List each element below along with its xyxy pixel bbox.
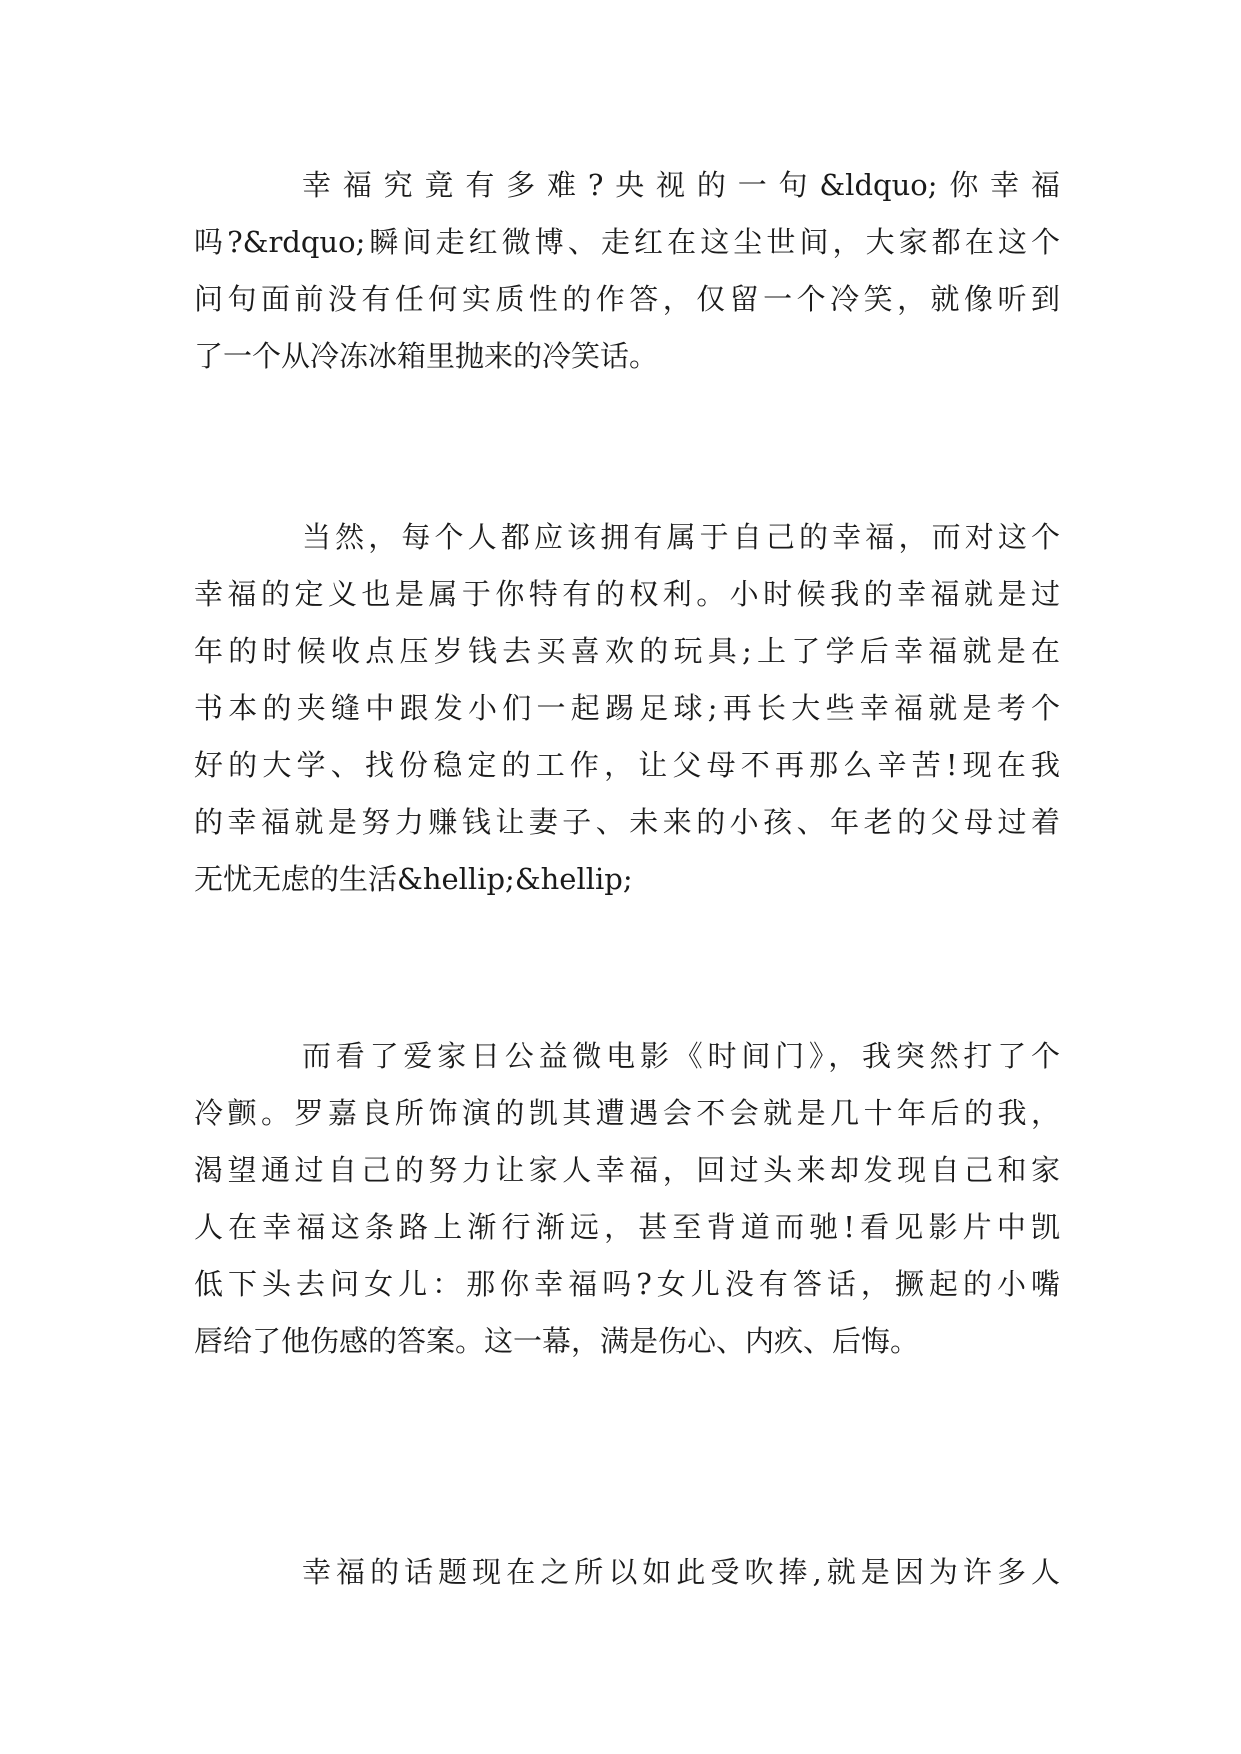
text-line: 人在幸福这条路上渐行渐远，甚至背道而驰!看见影片中凯 <box>194 1210 1060 1244</box>
text-line: 无忧无虑的生活&hellip;&hellip; <box>194 862 633 896</box>
text-line: 幸福究竟有多难?央视的一句&ldquo;你幸福 <box>302 168 1060 202</box>
text-line: 低下头去问女儿：那你幸福吗?女儿没有答话，撅起的小嘴 <box>194 1267 1060 1301</box>
text-line: 幸福的定义也是属于你特有的权利。小时候我的幸福就是过 <box>194 577 1060 611</box>
paragraph-2 <box>194 509 1060 908</box>
text-line: 冷颤。罗嘉良所饰演的凯其遭遇会不会就是几十年后的我， <box>194 1096 1060 1130</box>
paragraph-4 <box>194 1544 1060 1601</box>
paragraph-3 <box>194 1028 1060 1370</box>
text-line: 渴望通过自己的努力让家人幸福，回过头来却发现自己和家 <box>194 1153 1060 1187</box>
text-line: 吗?&rdquo;瞬间走红微博、走红在这尘世间，大家都在这个 <box>194 225 1060 259</box>
text-line: 幸福的话题现在之所以如此受吹捧,就是因为许多人 <box>302 1555 1060 1589</box>
paragraph-1 <box>194 157 1060 385</box>
text-line: 唇给了他伤感的答案。这一幕，满是伤心、内疚、后悔。 <box>194 1324 920 1358</box>
text-line: 而看了爱家日公益微电影《时间门》，我突然打了个 <box>302 1039 1060 1073</box>
text-line: 书本的夹缝中跟发小们一起踢足球;再长大些幸福就是考个 <box>194 691 1060 725</box>
text-line: 的幸福就是努力赚钱让妻子、未来的小孩、年老的父母过着 <box>194 805 1060 839</box>
text-line: 年的时候收点压岁钱去买喜欢的玩具;上了学后幸福就是在 <box>194 634 1060 668</box>
text-line: 问句面前没有任何实质性的作答，仅留一个冷笑，就像听到 <box>194 282 1060 316</box>
text-line: 当然，每个人都应该拥有属于自己的幸福，而对这个 <box>302 520 1060 554</box>
text-line: 了一个从冷冻冰箱里抛来的冷笑话。 <box>194 339 659 373</box>
text-line: 好的大学、找份稳定的工作，让父母不再那么辛苦!现在我 <box>194 748 1060 782</box>
